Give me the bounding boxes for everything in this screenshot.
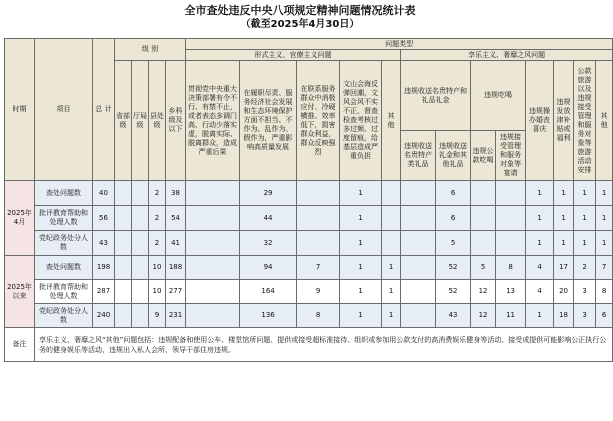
header-eat-group: 违规吃喝 [471,61,526,131]
header-level-group: 级 别 [115,39,186,61]
title-block [0,0,600,38]
header-problem-type: 问题类型 [186,39,613,50]
cell-level-county: 2 [149,206,166,231]
header-item: 项目 [35,39,93,181]
header-hedonism-col-travel: 公款旅游以及违规接受管理和服务对象等旅游活动安排 [574,61,596,181]
cell-level-province [115,304,132,328]
cell-gift-specialty [401,206,436,231]
row-item-label: 查处问题数 [35,256,93,280]
cell-level-bureau [132,280,149,304]
cell-level-province [115,280,132,304]
cell-formalism-4: 1 [340,206,382,231]
period-block-2 [5,256,613,328]
header-level-province: 省部级 [115,61,132,181]
cell-formalism-other [382,231,401,256]
cell-level-township: 38 [166,181,186,206]
cell-hedonism-subsidy: 1 [554,206,574,231]
page-subtitle: （截至2025年4月30日） [240,19,360,30]
cell-formalism-4: 1 [340,181,382,206]
cell-eat-banquet: 8 [496,256,526,280]
cell-level-county: 2 [149,231,166,256]
cell-total: 40 [93,181,115,206]
note-text: 享乐主义、奢靡之风“其他”问题包括：违规配备和使用公车、楼堂馆所问题、提供或接受超标准接待、组织或参加用公款支付的高消费娱乐健身等活动、接受或提供可能影响公正执行公务的健身娱乐等活动、违规出入私人会所、领导干部住房违规。 [35,328,613,362]
header-hedonism-col-wedding: 违规操办婚丧喜庆 [526,61,554,181]
cell-gift-specialty [401,280,436,304]
cell-hedonism-wedding: 1 [526,304,554,328]
cell-hedonism-other: 8 [596,280,613,304]
cell-formalism-2: 29 [240,181,297,206]
cell-total: 198 [93,256,115,280]
header-level-county: 县处级 [149,61,166,181]
cell-formalism-2: 136 [240,304,297,328]
cell-formalism-2: 164 [240,280,297,304]
cell-formalism-1 [186,206,240,231]
header-gift-cash: 违规收送礼金和其他礼品 [436,131,471,181]
cell-hedonism-other: 1 [596,206,613,231]
note-row [5,328,613,362]
cell-formalism-3 [297,231,340,256]
cell-hedonism-subsidy: 18 [554,304,574,328]
cell-formalism-other [382,181,401,206]
cell-formalism-3: 8 [297,304,340,328]
header-total: 总 计 [93,39,115,181]
cell-formalism-other: 1 [382,256,401,280]
cell-gift-cash: 52 [436,280,471,304]
header-formalism-col-3: 在联系服务群众中消极应付、冷硬横推、效率低下，损害群众利益，群众反映强烈 [297,61,340,181]
period-label: 2025年以来 [5,256,35,328]
cell-eat-banquet [496,181,526,206]
cell-formalism-2: 32 [240,231,297,256]
cell-formalism-1 [186,231,240,256]
cell-gift-cash: 52 [436,256,471,280]
cell-formalism-other: 1 [382,280,401,304]
cell-gift-specialty [401,231,436,256]
cell-eat-banquet [496,206,526,231]
header-hedonism-col-subsidy: 违规发放津补贴或福利 [554,61,574,181]
cell-hedonism-subsidy: 17 [554,256,574,280]
statistics-table [4,38,613,362]
row-item-label: 查处问题数 [35,181,93,206]
row-item-label: 批评教育帮助和处理人数 [35,280,93,304]
cell-hedonism-subsidy: 1 [554,181,574,206]
cell-eat-banquet: 13 [496,280,526,304]
header-level-township: 乡科级及以下 [166,61,186,181]
cell-hedonism-travel: 1 [574,231,596,256]
period-block-1 [5,181,613,256]
row-item-label: 党纪政务处分人数 [35,304,93,328]
cell-formalism-3: 9 [297,280,340,304]
cell-hedonism-wedding: 1 [526,231,554,256]
table-row [5,304,613,328]
cell-level-township: 231 [166,304,186,328]
cell-eat-public [471,181,496,206]
cell-gift-specialty [401,181,436,206]
cell-formalism-1 [186,304,240,328]
cell-level-province [115,256,132,280]
cell-level-township: 54 [166,206,186,231]
row-item-label: 党纪政务处分人数 [35,231,93,256]
cell-formalism-3 [297,181,340,206]
cell-eat-public [471,206,496,231]
cell-hedonism-subsidy: 20 [554,280,574,304]
cell-formalism-2: 44 [240,206,297,231]
cell-hedonism-travel: 2 [574,256,596,280]
cell-eat-public [471,231,496,256]
page-title: 全市查处违反中央八项规定精神问题情况统计表 [184,4,416,17]
cell-level-province [115,206,132,231]
cell-hedonism-other: 6 [596,304,613,328]
cell-eat-banquet: 11 [496,304,526,328]
table-row [5,256,613,280]
cell-hedonism-other: 1 [596,181,613,206]
header-formalism-group: 形式主义、官僚主义问题 [186,50,401,61]
table-row [5,231,613,256]
cell-formalism-3: 7 [297,256,340,280]
cell-gift-specialty [401,304,436,328]
table-row [5,280,613,304]
cell-eat-public: 5 [471,256,496,280]
cell-level-county: 10 [149,256,166,280]
cell-hedonism-travel: 3 [574,304,596,328]
cell-level-county: 10 [149,280,166,304]
cell-hedonism-wedding: 4 [526,280,554,304]
cell-level-bureau [132,231,149,256]
cell-total: 43 [93,231,115,256]
cell-formalism-1 [186,181,240,206]
cell-formalism-4: 1 [340,231,382,256]
note-label: 备注 [5,328,35,362]
header-level-bureau: 厅局级 [132,61,149,181]
cell-gift-cash: 6 [436,181,471,206]
cell-gift-cash: 6 [436,206,471,231]
cell-level-township: 188 [166,256,186,280]
cell-eat-public: 12 [471,304,496,328]
cell-total: 56 [93,206,115,231]
header-hedonism-group: 享乐主义、奢靡之风问题 [401,50,613,61]
cell-hedonism-travel: 1 [574,206,596,231]
header-gift-group: 违规收送名贵特产和礼品礼金 [401,61,471,131]
header-period: 时期 [5,39,35,181]
cell-hedonism-subsidy: 1 [554,231,574,256]
header-eat-banquet: 违规接受管理和服务对象等宴请 [496,131,526,181]
header-formalism-col-1: 贯彻党中央重大决策部署有令不行、有禁不止，或者表态多调门高、行动少落实虚，脱离实际、脱离群众，造成严重后果 [186,61,240,181]
table-row [5,206,613,231]
cell-level-township: 277 [166,280,186,304]
cell-total: 287 [93,280,115,304]
cell-formalism-other: 1 [382,304,401,328]
cell-hedonism-other: 7 [596,256,613,280]
cell-total: 240 [93,304,115,328]
cell-level-bureau [132,304,149,328]
cell-formalism-2: 94 [240,256,297,280]
cell-gift-cash: 5 [436,231,471,256]
cell-eat-banquet [496,231,526,256]
cell-hedonism-wedding: 1 [526,206,554,231]
cell-hedonism-travel: 3 [574,280,596,304]
cell-formalism-3 [297,206,340,231]
header-formalism-col-2: 在履职尽责、服务经济社会发展和生态环境保护方面不担当、不作为、乱作为、假作为，严重影响高质量发展 [240,61,297,181]
cell-level-bureau [132,181,149,206]
row-item-label: 批评教育帮助和处理人数 [35,206,93,231]
cell-hedonism-other: 1 [596,231,613,256]
cell-formalism-1 [186,280,240,304]
cell-level-county: 9 [149,304,166,328]
cell-formalism-4: 1 [340,304,382,328]
header-eat-public: 违规公款吃喝 [471,131,496,181]
cell-level-county: 2 [149,181,166,206]
cell-formalism-1 [186,256,240,280]
header-formalism-other: 其 他 [382,61,401,181]
cell-eat-public: 12 [471,280,496,304]
cell-level-province [115,181,132,206]
cell-hedonism-travel: 1 [574,181,596,206]
cell-level-township: 41 [166,231,186,256]
cell-hedonism-wedding: 4 [526,256,554,280]
period-label: 2025年4月 [5,181,35,256]
cell-level-bureau [132,256,149,280]
header-hedonism-other: 其 他 [596,61,613,181]
cell-level-bureau [132,206,149,231]
cell-gift-specialty [401,256,436,280]
cell-formalism-4: 1 [340,256,382,280]
header-formalism-col-4: 文山会海反弹回潮，文风会风不实不正，督查检查考核过多过频、过度留痕，给基层造成严重负担 [340,61,382,181]
header-gift-specialty: 违规收送名贵特产类礼品 [401,131,436,181]
cell-hedonism-wedding: 1 [526,181,554,206]
table-row [5,181,613,206]
cell-formalism-other [382,206,401,231]
cell-level-province [115,231,132,256]
cell-formalism-4: 1 [340,280,382,304]
cell-gift-cash: 43 [436,304,471,328]
